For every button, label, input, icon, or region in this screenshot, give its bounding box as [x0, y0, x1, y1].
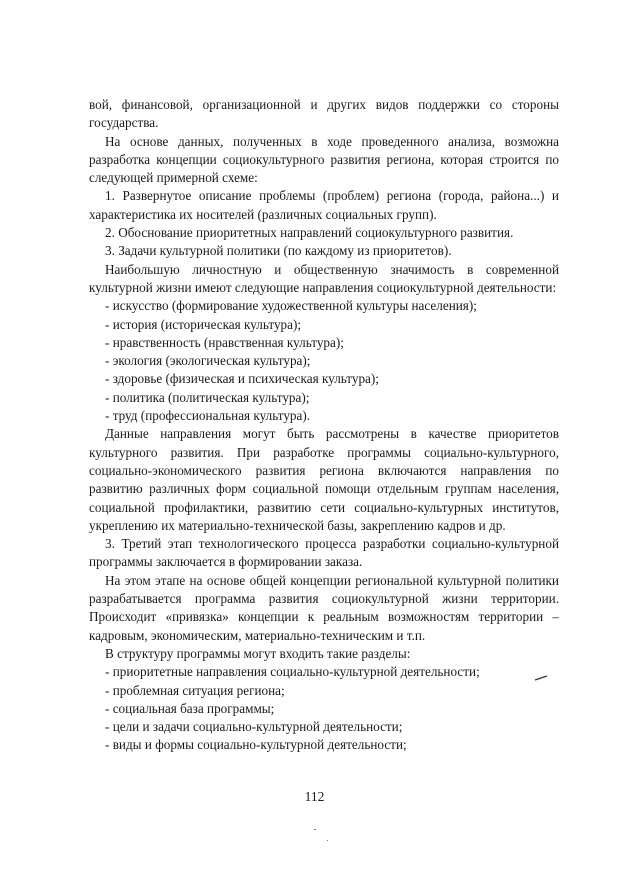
program-sections-list [89, 663, 559, 754]
page-body [89, 96, 559, 755]
pen-mark-icon [534, 675, 548, 681]
paragraph-scheme-step-3: 3. Задачи культурной политики (по каждому из приоритетов). [105, 243, 452, 259]
paragraph-program-structure-intro: В структуру программы могут входить такие разделы: [105, 645, 411, 661]
paragraph-third-stage: 3. Третий этап технологического процесса разработки социально-культурной программы заключается в формировании заказа. [89, 536, 559, 570]
page-number: 112 [304, 789, 325, 804]
paragraph-program-development: На этом этапе на основе общей концепции региональной культурной политики разрабатывается программа развития социокультурной жизни территории. Происходит «привязка» концепции к реальным возможностям территории – кадровым, экономическим, материально-техническим и т.п. [89, 572, 559, 643]
list-item: - нравственность (нравственная культура); [105, 334, 344, 350]
paragraph-continuation: вой, финансовой, организационной и других видов поддержки со стороны государства. [89, 97, 559, 131]
paragraph-scheme-step-2: 2. Обоснование приоритетных направлений социокультурного развития. [105, 225, 514, 241]
list-item: - цели и задачи социально-культурной деятельности; [105, 719, 403, 735]
list-item: - политика (политическая культура); [105, 389, 310, 405]
paragraph-directions-intro: Наибольшую личностную и общественную значимость в современной культурной жизни имеют следующие направления социокультурной деятельности: [89, 261, 559, 295]
list-item: - искусство (формирование художественной культуры населения); [105, 298, 477, 314]
paragraph-concept-intro: На основе данных, полученных в ходе проведенного анализа, возможна разработка концепции социокультурного развития региона, которая строится по следующей примерной схеме: [89, 133, 559, 186]
list-item: - проблемная ситуация региона; [105, 682, 285, 698]
paragraph-scheme-step-1: 1. Развернутое описание проблемы (проблем) региона (города, района...) и характеристика их носителей (различных социальных групп). [89, 188, 559, 222]
list-item: - приоритетные направления социально-культурной деятельности; [105, 664, 480, 680]
paragraph-priorities: Данные направления могут быть рассмотрены в качестве приоритетов культурного развития. При разработке программы социально-культурного, социально-экономического развития региона включаются направления по развитию различных форм социальной помощи отдельным группам населения, социальной профилактики, развитию сети социально-культурных институтов, укреплению их материально-технической базы, закреплению кадров и др. [89, 426, 559, 533]
list-item: - виды и формы социально-культурной деятельности; [105, 737, 407, 753]
list-item: - труд (профессиональная культура). [105, 408, 311, 424]
scan-speck [314, 829, 316, 830]
list-item: - экология (экологическая культура); [105, 353, 311, 369]
list-item: - здоровье (физическая и психическая культура); [105, 371, 379, 387]
directions-list [89, 297, 559, 425]
list-item: - история (историческая культура); [105, 316, 302, 332]
scan-speck [327, 840, 328, 841]
list-item: - социальная база программы; [105, 700, 275, 716]
